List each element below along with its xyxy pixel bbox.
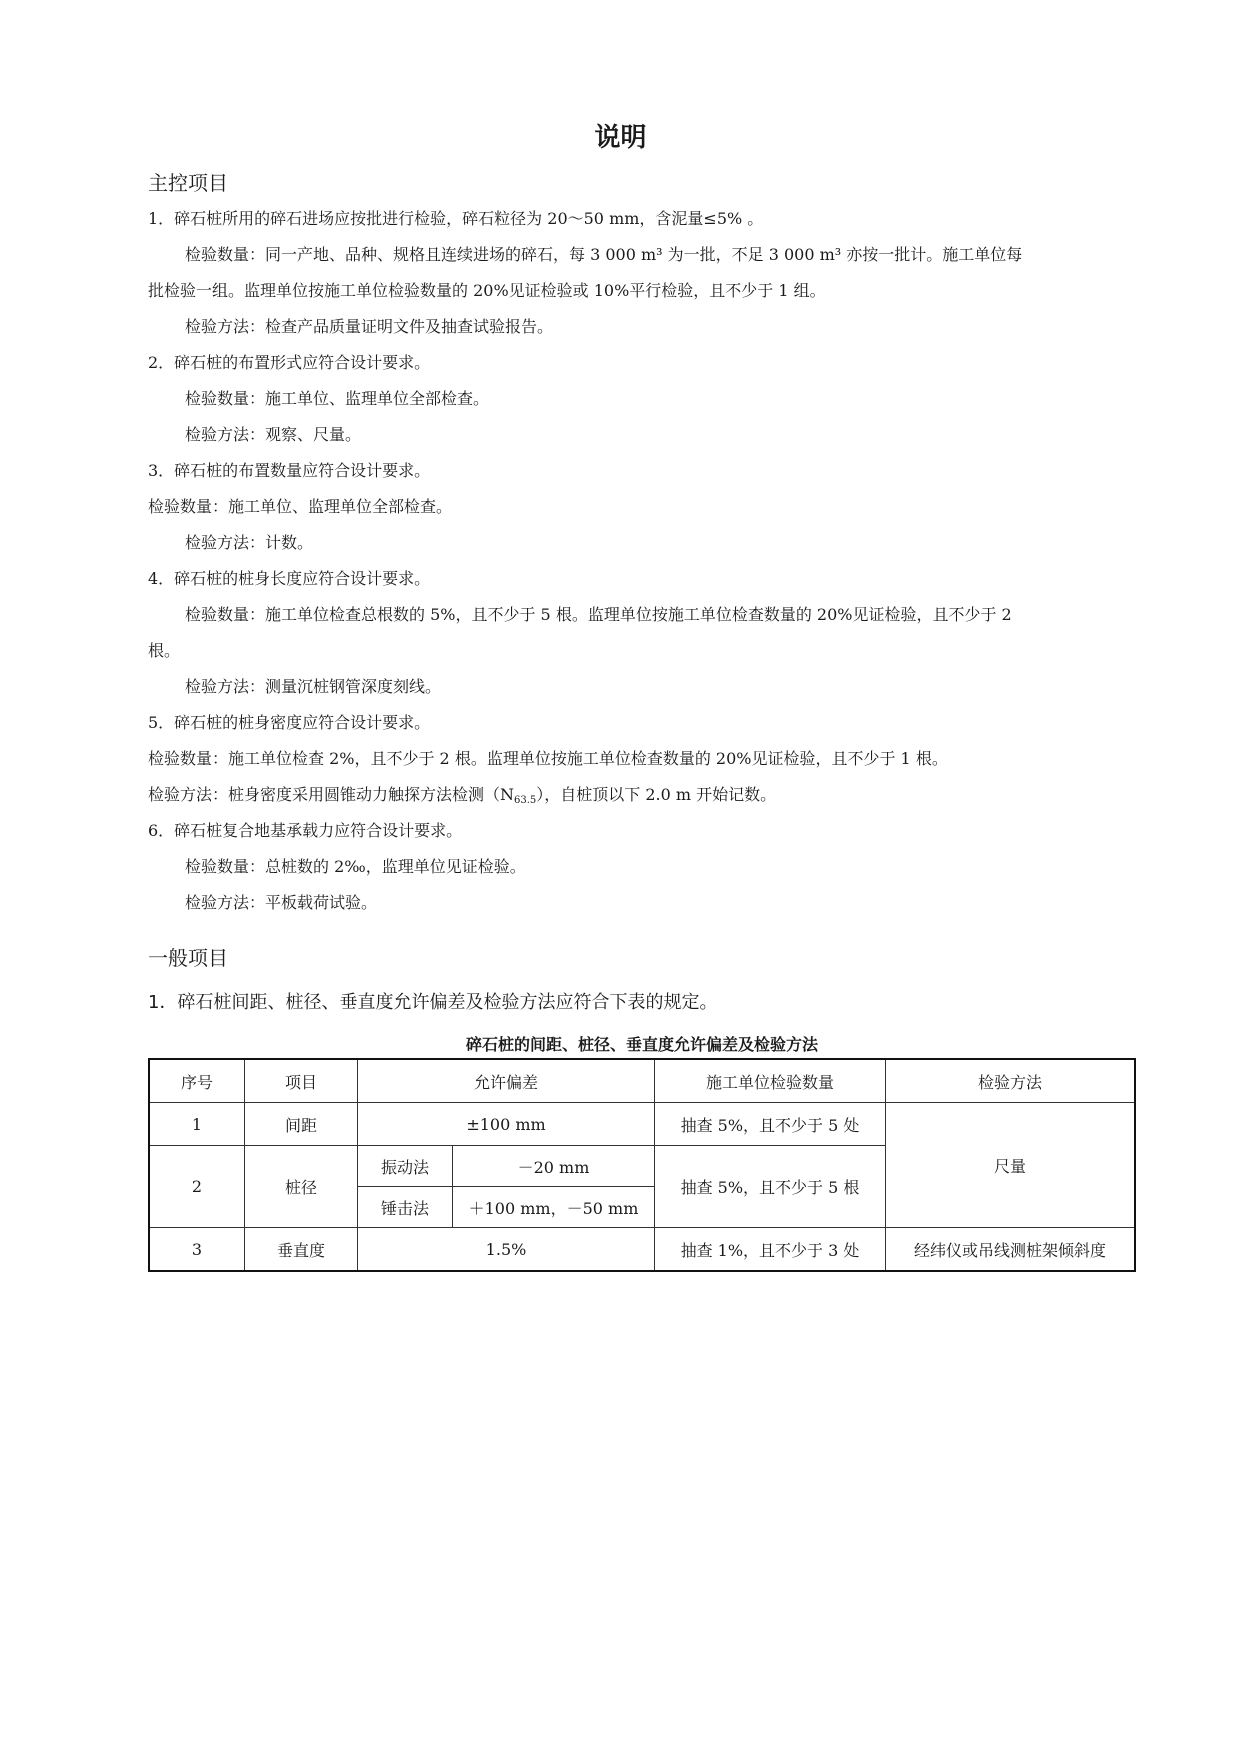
- general-item-1: 1．碎石桩间距、桩径、垂直度允许偏差及检验方法应符合下表的规定。: [148, 992, 718, 1013]
- main-item-1-quantity: 检验数量：同一产地、品种、规格且连续进场的碎石，每 3 000 m³ 为一批，不足 3 000 m³ 亦按一批计。施工单位每: [185, 245, 1023, 264]
- row2-method-hammer: 锤击法: [358, 1187, 453, 1228]
- row1-no: 1: [149, 1103, 245, 1146]
- main-item-6-method: 检验方法：平板载荷试验。: [185, 893, 378, 912]
- table-caption: 碎石桩的间距、桩径、垂直度允许偏差及检验方法: [465, 1035, 818, 1054]
- row2-item: 桩径: [245, 1146, 358, 1228]
- row3-no: 3: [149, 1228, 245, 1272]
- main-item-5-method: [148, 785, 776, 811]
- main-section-heading: 主控项目: [148, 171, 228, 195]
- row3-tolerance: 1.5%: [358, 1228, 655, 1272]
- header-quantity: 施工单位检验数量: [655, 1059, 886, 1103]
- header-tolerance: 允许偏差: [358, 1059, 655, 1103]
- main-item-4-quantity-cont: 根。: [148, 641, 181, 660]
- row3-quantity: 抽查 1%，且不少于 3 处: [655, 1228, 886, 1272]
- n-subscript: 63.5: [514, 795, 537, 806]
- general-section-heading: 一般项目: [148, 946, 228, 970]
- main-item-5-quantity: 检验数量：施工单位检查 2%，且不少于 2 根。监理单位按施工单位检查数量的 20%见证检验，且不少于 1 根。: [148, 749, 948, 768]
- row1-tolerance: ±100 mm: [358, 1103, 655, 1146]
- main-item-2-method: 检验方法：观察、尺量。: [185, 425, 362, 444]
- main-item-2: 2．碎石桩的布置形式应符合设计要求。: [148, 353, 431, 372]
- row1-quantity: 抽查 5%，且不少于 5 处: [655, 1103, 886, 1146]
- main-item-1-method: 检验方法：检查产品质量证明文件及抽查试验报告。: [185, 317, 554, 336]
- header-item: 项目: [245, 1059, 358, 1103]
- header-no: 序号: [149, 1059, 245, 1103]
- main-item-5-method-text: 检验方法：桩身密度采用圆锥动力触探方法检测（N: [148, 785, 515, 804]
- main-item-3: 3．碎石桩的布置数量应符合设计要求。: [148, 461, 431, 480]
- header-method: 检验方法: [886, 1059, 1136, 1103]
- main-item-4-method: 检验方法：测量沉桩钢管深度刻线。: [185, 677, 442, 696]
- row3-method: 经纬仪或吊线测桩架倾斜度: [886, 1228, 1136, 1272]
- row2-tolerance-hammer: ＋100 mm，－50 mm: [453, 1187, 655, 1228]
- row2-method-vibration: 振动法: [358, 1146, 453, 1187]
- row2-tolerance-vibration: －20 mm: [453, 1146, 655, 1187]
- main-item-5: 5．碎石桩的桩身密度应符合设计要求。: [148, 713, 431, 732]
- main-item-2-quantity: 检验数量：施工单位、监理单位全部检查。: [185, 389, 490, 408]
- method-shared: 尺量: [886, 1103, 1136, 1228]
- main-item-6-quantity: 检验数量：总桩数的 2‰，监理单位见证检验。: [185, 857, 526, 876]
- row2-no: 2: [149, 1146, 245, 1228]
- main-item-4-quantity: 检验数量：施工单位检查总根数的 5%，且不少于 5 根。监理单位按施工单位检查数量的 20%见证检验，且不少于 2: [185, 605, 1012, 624]
- main-item-3-method: 检验方法：计数。: [185, 533, 314, 552]
- main-item-5-method-tail: ），自桩顶以下 2.0 m 开始记数。: [536, 785, 777, 804]
- main-item-1: 1．碎石桩所用的碎石进场应按批进行检验，碎石粒径为 20～50 mm，含泥量≤5% 。: [148, 209, 764, 228]
- page-title: 说明: [594, 123, 647, 153]
- main-item-4: 4．碎石桩的桩身长度应符合设计要求。: [148, 569, 431, 588]
- row3-item: 垂直度: [245, 1228, 358, 1272]
- tolerance-table: [148, 1058, 1136, 1272]
- main-item-3-quantity: 检验数量：施工单位、监理单位全部检查。: [148, 497, 453, 516]
- row1-item: 间距: [245, 1103, 358, 1146]
- main-item-1-quantity-cont: 批检验一组。监理单位按施工单位检验数量的 20%见证检验或 10%平行检验，且不少于 1 组。: [148, 281, 826, 300]
- main-item-6: 6．碎石桩复合地基承载力应符合设计要求。: [148, 821, 463, 840]
- row2-quantity: 抽查 5%，且不少于 5 根: [655, 1146, 886, 1228]
